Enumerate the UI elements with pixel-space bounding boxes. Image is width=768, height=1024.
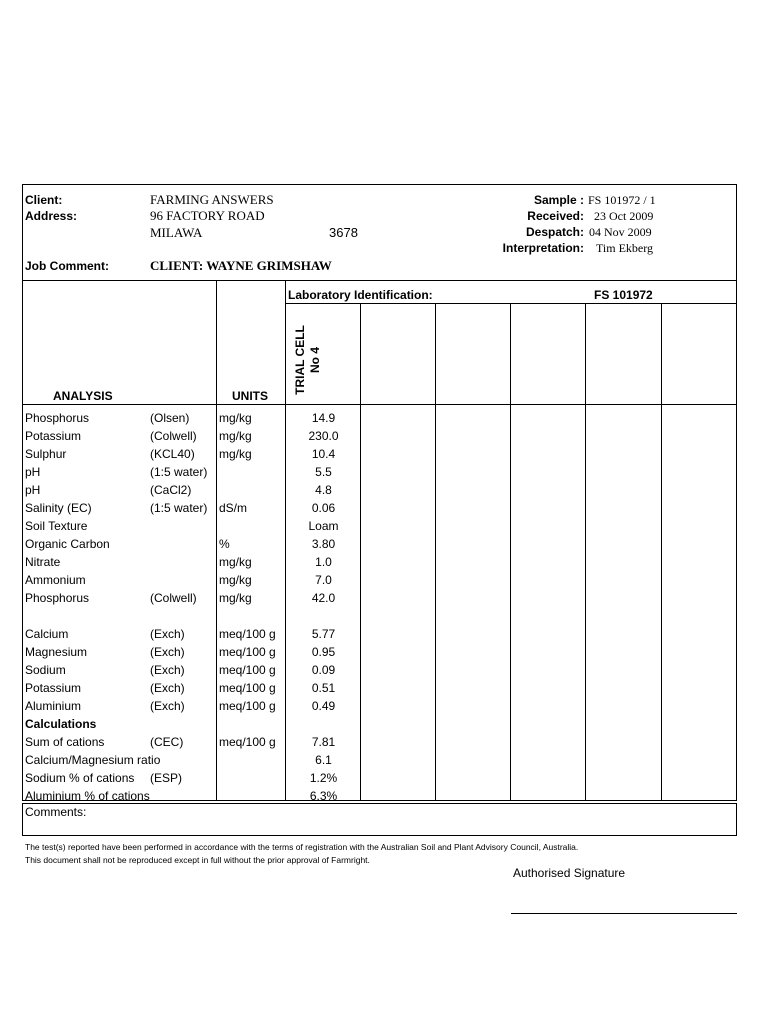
col-divider-7 — [661, 303, 662, 801]
analysis-method: (KCL40) — [150, 447, 195, 461]
received-value: 23 Oct 2009 — [594, 209, 654, 223]
col-divider-1 — [216, 280, 217, 801]
analysis-method: (Colwell) — [150, 591, 197, 605]
client-label: Client: — [25, 193, 63, 207]
col-divider-4 — [435, 303, 436, 801]
analysis-unit: mg/kg — [219, 447, 252, 461]
analysis-method: (Exch) — [150, 699, 185, 713]
received-label: Received: — [527, 209, 584, 223]
analysis-name: Calcium — [25, 627, 69, 641]
analysis-value: 5.77 — [311, 627, 336, 641]
analysis-unit: meq/100 g — [219, 681, 276, 695]
analysis-method: (Exch) — [150, 627, 185, 641]
analysis-method: (CEC) — [150, 735, 184, 749]
interpretation-value: Tim Ekberg — [596, 241, 654, 255]
analysis-value: 1.2% — [309, 771, 338, 785]
analysis-unit: meq/100 g — [219, 663, 276, 677]
address-line1: 96 FACTORY ROAD — [150, 208, 265, 223]
analysis-value: 0.95 — [311, 645, 336, 659]
analysis-value: 10.4 — [311, 447, 336, 461]
analysis-unit: meq/100 g — [219, 627, 276, 641]
analysis-method: (Exch) — [150, 645, 185, 659]
analysis-method: (1:5 water) — [150, 501, 208, 515]
job-comment-value: CLIENT: WAYNE GRIMSHAW — [150, 258, 332, 273]
lab-id-divider — [285, 303, 737, 304]
analysis-value: 7.0 — [315, 573, 332, 587]
analysis-name: pH — [25, 483, 41, 497]
analysis-name: Phosphorus — [25, 411, 90, 425]
column-label — [293, 310, 333, 410]
column-label-line2: No 4 — [308, 347, 322, 374]
interpretation-label: Interpretation: — [502, 241, 584, 255]
despatch-value: 04 Nov 2009 — [589, 225, 652, 239]
lab-id-label: Laboratory Identification: — [288, 288, 433, 302]
analysis-unit: mg/kg — [219, 591, 252, 605]
analysis-name: Soil Texture — [25, 519, 88, 533]
despatch-label: Despatch: — [525, 225, 584, 239]
analysis-value: 14.9 — [311, 411, 336, 425]
analysis-method: (Exch) — [150, 663, 185, 677]
analysis-name: Potassium — [25, 681, 82, 695]
analysis-method: (Olsen) — [150, 411, 190, 425]
analysis-unit: dS/m — [219, 501, 248, 515]
units-header: UNITS — [232, 389, 268, 403]
analysis-method: (CaCl2) — [150, 483, 192, 497]
analysis-value: 5.5 — [315, 465, 332, 479]
client-value: FARMING ANSWERS — [150, 192, 274, 207]
header-divider — [22, 404, 737, 405]
analysis-unit: mg/kg — [219, 411, 252, 425]
footer-line1: The test(s) reported have been performed in accordance with the terms of registration with the Australian Soil and Plant Advisory Council, Australia. — [25, 842, 579, 852]
analysis-name: pH — [25, 465, 41, 479]
analysis-method: (Exch) — [150, 681, 185, 695]
analysis-value: 1.0 — [315, 555, 332, 569]
analysis-name: Organic Carbon — [25, 537, 110, 551]
analysis-name: Sodium % of cations — [25, 771, 135, 785]
address-label: Address: — [25, 209, 78, 223]
analysis-name: Magnesium — [25, 645, 88, 659]
analysis-value: 230.0 — [308, 429, 339, 443]
lab-id-value: FS 101972 — [594, 288, 653, 302]
analysis-name: Ammonium — [25, 573, 86, 587]
analysis-value: 3.80 — [311, 537, 336, 551]
analysis-value: 0.51 — [311, 681, 336, 695]
analysis-name: Phosphorus — [25, 591, 90, 605]
analysis-unit: meq/100 g — [219, 645, 276, 659]
analysis-name: Calcium/Magnesium ratio — [25, 753, 161, 767]
analysis-method: (1:5 water) — [150, 465, 208, 479]
analysis-unit: mg/kg — [219, 573, 252, 587]
sample-value: FS 101972 / 1 — [588, 193, 656, 207]
analysis-value: 7.81 — [311, 735, 336, 749]
analysis-header: ANALYSIS — [53, 389, 113, 403]
job-comment-label: Job Comment: — [25, 259, 109, 273]
analysis-unit: % — [219, 537, 230, 551]
address-line2: MILAWA — [150, 225, 203, 240]
analysis-name: Calculations — [25, 717, 97, 731]
analysis-value: 0.06 — [311, 501, 336, 515]
postcode: 3678 — [329, 225, 358, 240]
signature-label: Authorised Signature — [513, 866, 626, 880]
analysis-unit: mg/kg — [219, 555, 252, 569]
analysis-unit: meq/100 g — [219, 735, 276, 749]
analysis-name: Nitrate — [25, 555, 61, 569]
analysis-unit: mg/kg — [219, 429, 252, 443]
analysis-name: Aluminium % of cations — [25, 789, 150, 803]
analysis-method: (ESP) — [150, 771, 183, 785]
analysis-value: 0.49 — [311, 699, 336, 713]
footer-line2: This document shall not be reproduced except in full without the prior approval of Farmright. — [25, 855, 370, 865]
analysis-method: (Colwell) — [150, 429, 197, 443]
analysis-value: Loam — [308, 519, 339, 533]
sample-label: Sample : — [533, 193, 584, 207]
signature-line — [511, 913, 737, 914]
comments-label: Comments: — [25, 805, 87, 819]
col-divider-5 — [510, 303, 511, 801]
col-divider-6 — [585, 303, 586, 801]
analysis-name: Salinity (EC) — [25, 501, 92, 515]
analysis-name: Sum of cations — [25, 735, 105, 749]
column-label-line1: TRIAL CELL — [293, 325, 307, 395]
analysis-value: 6.1 — [315, 753, 332, 767]
analysis-name: Sulphur — [25, 447, 67, 461]
analysis-name: Aluminium — [25, 699, 82, 713]
analysis-value: 6.3% — [309, 789, 338, 803]
analysis-value: 4.8 — [315, 483, 332, 497]
analysis-unit: meq/100 g — [219, 699, 276, 713]
analysis-name: Sodium — [25, 663, 66, 677]
results-table — [22, 280, 737, 801]
analysis-name: Potassium — [25, 429, 82, 443]
comments-box — [22, 803, 737, 836]
analysis-value: 0.09 — [311, 663, 336, 677]
analysis-value: 42.0 — [311, 591, 336, 605]
